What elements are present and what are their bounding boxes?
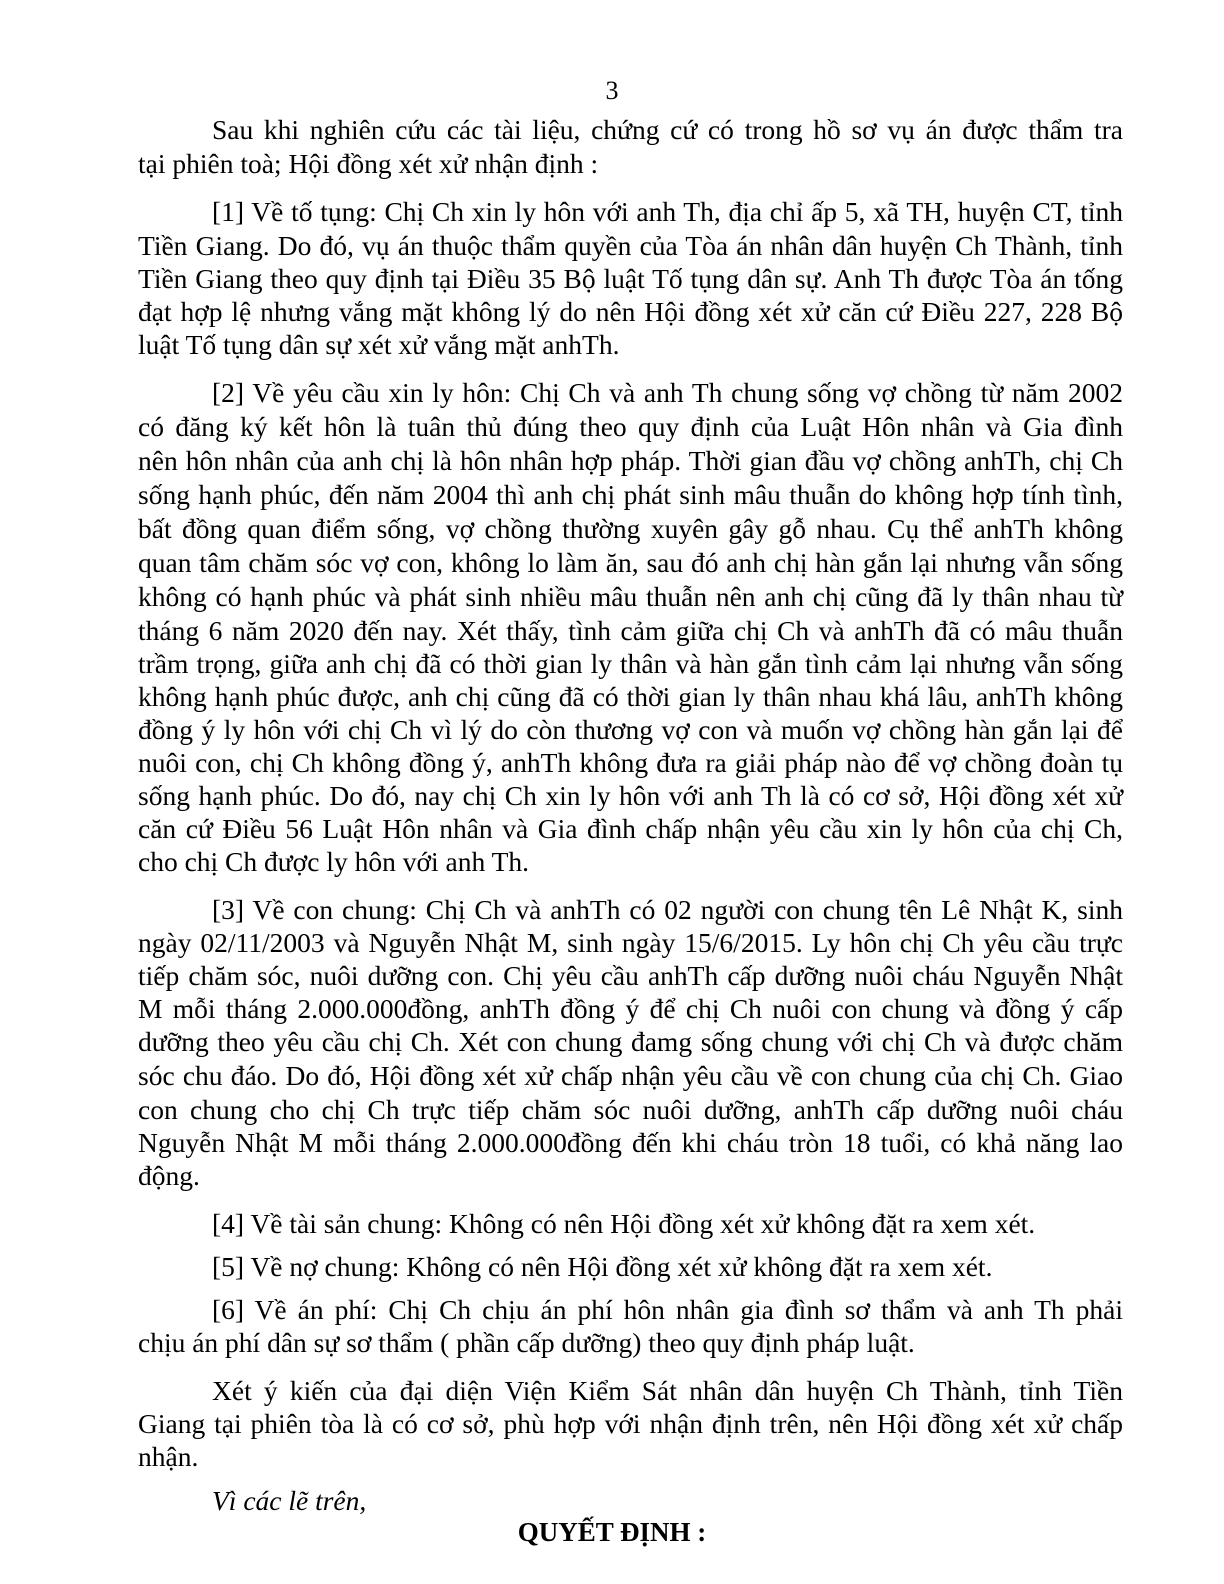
para1-line: luật Tố tụng dân sự xét xử vắng mặt anhTh. (138, 329, 620, 360)
para2-line: [2] Về yêu cầu xin ly hôn: Chị Ch và anh Th chung sống vợ chồng từ năm 2002 (212, 377, 1123, 408)
para3-line: Nguyễn Nhật M mỗi tháng 2.000.000đồng đến khi cháu tròn 18 tuổi, có khả năng lao (138, 1127, 1123, 1158)
para3-line: M mỗi tháng 2.000.000đồng, anhTh đồng ý để chị Ch nuôi con chung và đồng ý cấp (138, 993, 1123, 1024)
para2-line: nên hôn nhân của anh chị là hôn nhân hợp pháp. Thời gian đầu vợ chồng anhTh, chị Ch (138, 445, 1123, 476)
para2-line: cho chị Ch được ly hôn với anh Th. (138, 846, 530, 877)
para6-line: chịu án phí dân sự sơ thẩm ( phần cấp dưỡng) theo quy định pháp luật. (138, 1327, 915, 1358)
para3-line: động. (138, 1160, 200, 1191)
para7-line: nhận. (138, 1441, 199, 1472)
para1-line: Tiền Giang. Do đó, vụ án thuộc thẩm quyền của Tòa án nhân dân huyện Ch Thành, tỉnh (138, 230, 1123, 261)
para2-line: bất đồng quan điểm sống, vợ chồng thường xuyên gây gỗ nhau. Cụ thể anhTh không (138, 513, 1123, 544)
para5-line: [5] Về nợ chung: Không có nên Hội đồng xét xử không đặt ra xem xét. (212, 1251, 993, 1282)
decision-title: QUYẾT ĐỊNH : (517, 1517, 707, 1547)
para2-line: trầm trọng, giữa anh chị đã có thời gian ly thân và hàn gắn tình cảm lại nhưng vẫn sống (138, 648, 1123, 679)
para3-line: tiếp chăm sóc, nuôi dưỡng con. Chị yêu cầu anhTh cấp dưỡng nuôi cháu Nguyễn Nhật (138, 960, 1123, 991)
para7-line: Xét ý kiến của đại diện Viện Kiểm Sát nhân dân huyện Ch Thành, tỉnh Tiền (212, 1375, 1123, 1406)
para6-line: [6] Về án phí: Chị Ch chịu án phí hôn nhân gia đình sơ thẩm và anh Th phải (212, 1294, 1123, 1325)
para3-line: sóc chu đáo. Do đó, Hội đồng xét xử chấp nhận yêu cầu về con chung của chị Ch. Giao (138, 1060, 1123, 1091)
para1-line: Tiền Giang theo quy định tại Điều 35 Bộ luật Tố tụng dân sự. Anh Th được Tòa án tống (138, 263, 1123, 294)
intro-line: tại phiên toà; Hội đồng xét xử nhận định : (138, 148, 599, 179)
para1-line: đạt hợp lệ nhưng vắng mặt không lý do nên Hội đồng xét xử căn cứ Điều 227, 228 Bộ (138, 296, 1123, 327)
para3-line: [3] Về con chung: Chị Ch và anhTh có 02 người con chung tên Lê Nhật K, sinh (212, 894, 1123, 925)
intro-line: Sau khi nghiên cứu các tài liệu, chứng cứ có trong hồ sơ vụ án được thẩm tra (212, 114, 1123, 145)
para4-line: [4] Về tài sản chung: Không có nên Hội đồng xét xử không đặt ra xem xét. (212, 1208, 1036, 1239)
para2-line: có đăng ký kết hôn là tuân thủ đúng theo quy định của Luật Hôn nhân và Gia đình (138, 411, 1123, 442)
page-number: 3 (605, 76, 619, 105)
para2-line: nuôi con, chị Ch không đồng ý, anhTh không đưa ra giải pháp nào để vợ chồng đoàn tụ (138, 747, 1123, 778)
para7-line: Giang tại phiên tòa là có cơ sở, phù hợp với nhận định trên, nên Hội đồng xét xử chấp (138, 1408, 1123, 1439)
closing-line: Vì các lẽ trên, (212, 1485, 367, 1516)
para2-line: không có hạnh phúc và phát sinh nhiều mâu thuẫn nên anh chị cũng đã ly thân nhau từ (138, 581, 1123, 612)
para3-line: con chung cho chị Ch trực tiếp chăm sóc nuôi dưỡng, anhTh cấp dưỡng nuôi cháu (138, 1094, 1123, 1125)
para2-line: sống hạnh phúc, đến năm 2004 thì anh chị phát sinh mâu thuẫn do không hợp tính tình, (138, 479, 1123, 510)
para2-line: sống hạnh phúc. Do đó, nay chị Ch xin ly hôn với anh Th là có cơ sở, Hội đồng xét xử (138, 780, 1123, 811)
para3-line: dưỡng theo yêu cầu chị Ch. Xét con chung đamg sống chung với chị Ch và được chăm (138, 1026, 1123, 1057)
para2-line: không hạnh phúc được, anh chị cũng đã có thời gian ly thân nhau khá lâu, anhTh không (138, 681, 1123, 712)
para2-line: căn cứ Điều 56 Luật Hôn nhân và Gia đình chấp nhận yêu cầu xin ly hôn của chị Ch, (138, 813, 1123, 844)
para2-line: quan tâm chăm sóc vợ con, không lo làm ăn, sau đó anh chị hàn gắn lại nhưng vẫn sống (138, 547, 1123, 578)
para2-line: tháng 6 năm 2020 đến nay. Xét thấy, tình cảm giữa chị Ch và anhTh đã có mâu thuẫn (138, 615, 1123, 646)
para2-line: đồng ý ly hôn với chị Ch vì lý do còn thương vợ con và muốn vợ chồng hàn gắn lại để (138, 714, 1123, 745)
para3-line: ngày 02/11/2003 và Nguyễn Nhật M, sinh ngày 15/6/2015. Ly hôn chị Ch yêu cầu trực (138, 927, 1123, 958)
para1-line: [1] Về tố tụng: Chị Ch xin ly hôn với anh Th, địa chỉ ấp 5, xã TH, huyện CT, tỉnh (212, 196, 1123, 227)
